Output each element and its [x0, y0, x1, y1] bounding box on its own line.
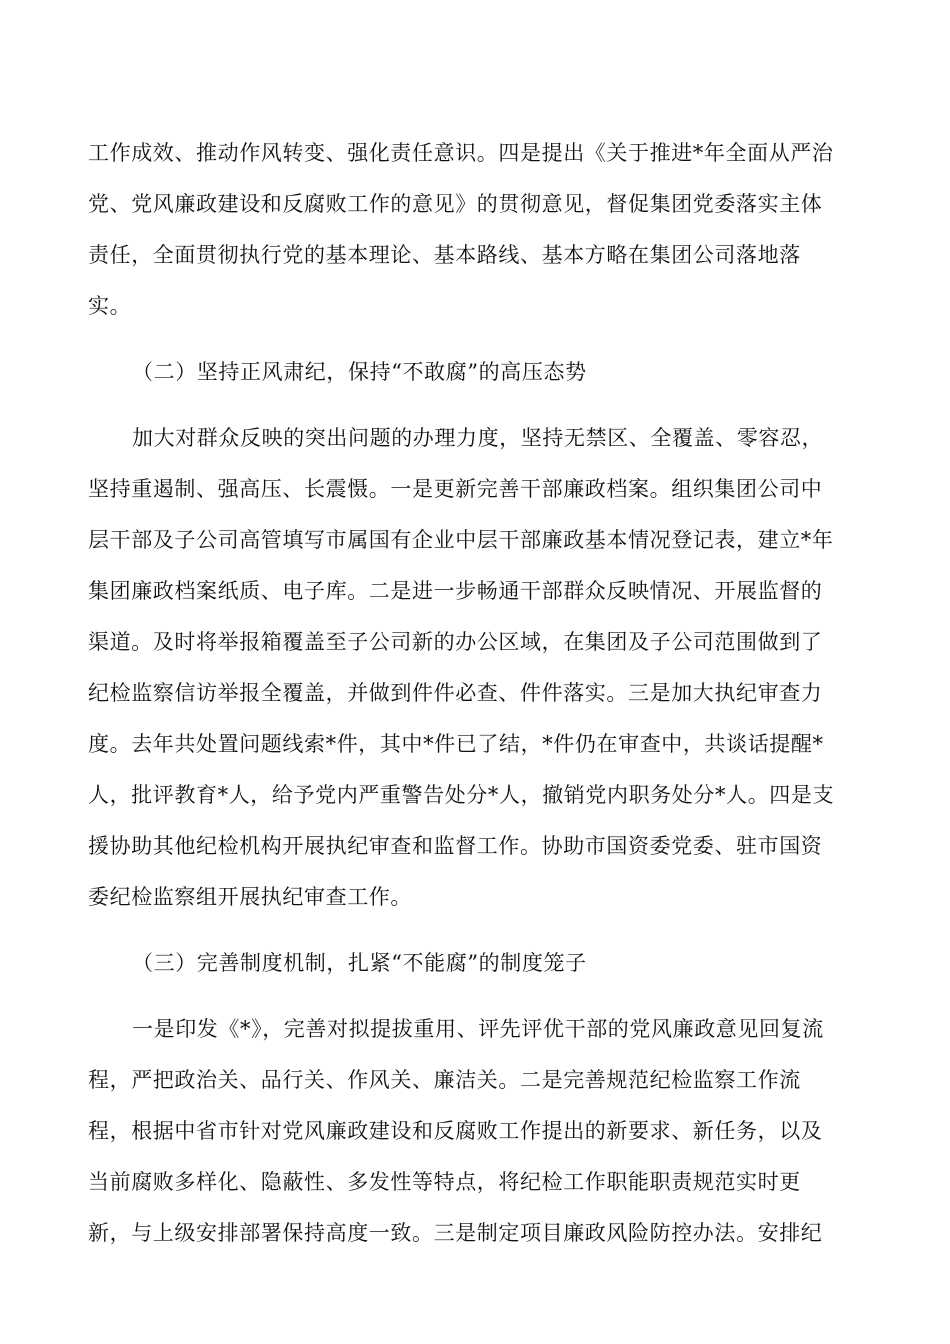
text-line: 新，与上级安排部署保持高度一致。三是制定项目廉政风险防控办法。安排纪	[88, 1221, 823, 1245]
text-line: 一是印发《*》，完善对拟提拔重用、评先评优干部的党风廉政意见回复流	[132, 1017, 824, 1041]
text-line: 集团廉政档案纸质、电子库。二是进一步畅通干部群众反映情况、开展监督的	[88, 579, 823, 603]
text-line: 加大对群众反映的突出问题的办理力度，坚持无禁区、全覆盖、零容忍，	[132, 426, 824, 450]
text-line: 当前腐败多样化、隐蔽性、多发性等特点，将纪检工作职能职责规范实时更	[88, 1170, 801, 1194]
document-page	[88, 128, 868, 1259]
text-line: 委纪检监察组开展执纪审查工作。	[88, 885, 412, 909]
text-line: 援协助其他纪检机构开展执纪审查和监督工作。协助市国资委党委、驻市国资	[88, 834, 823, 858]
text-line: 责任，全面贯彻执行党的基本理论、基本路线、基本方略在集团公司落地落	[88, 243, 801, 267]
text-line: 人，批评教育*人，给予党内严重警告处分*人，撤销党内职务处分*人。四是支	[88, 783, 835, 807]
text-line: 工作成效、推动作风转变、强化责任意识。四是提出《关于推进*年全面从严治	[88, 141, 834, 165]
section-heading-3: （三）完善制度机制，扎紧“不能腐”的制度笼子	[132, 951, 587, 975]
text-line: 纪检监察信访举报全覆盖，并做到件件必查、件件落实。三是加大执纪审查力	[88, 681, 823, 705]
paragraph-section-2	[88, 413, 868, 923]
text-line: 渠道。及时将举报箱覆盖至子公司新的办公区域，在集团及子公司范围做到了	[88, 630, 823, 654]
text-line: 实。	[88, 294, 132, 318]
section-heading-2: （二）坚持正风肃纪，保持“不敢腐”的高压态势	[132, 360, 587, 384]
text-line: 程，严把政治关、品行关、作风关、廉洁关。二是完善规范纪检监察工作流	[88, 1068, 801, 1092]
paragraph-section-3	[88, 1004, 868, 1259]
text-line: 程，根据中省市针对党风廉政建设和反腐败工作提出的新要求、新任务，以及	[88, 1119, 823, 1143]
paragraph-continuation	[88, 128, 868, 332]
text-line: 度。去年共处置问题线索*件，其中*件已了结，*件仍在审查中，共谈话提醒*	[88, 732, 824, 756]
text-line: 坚持重遏制、强高压、长震慑。一是更新完善干部廉政档案。组织集团公司中	[88, 477, 823, 501]
text-line: 层干部及子公司高管填写市属国有企业中层干部廉政基本情况登记表，建立*年	[88, 528, 834, 552]
text-line: 党、党风廉政建设和反腐败工作的意见》的贯彻意见，督促集团党委落实主体	[88, 192, 823, 216]
